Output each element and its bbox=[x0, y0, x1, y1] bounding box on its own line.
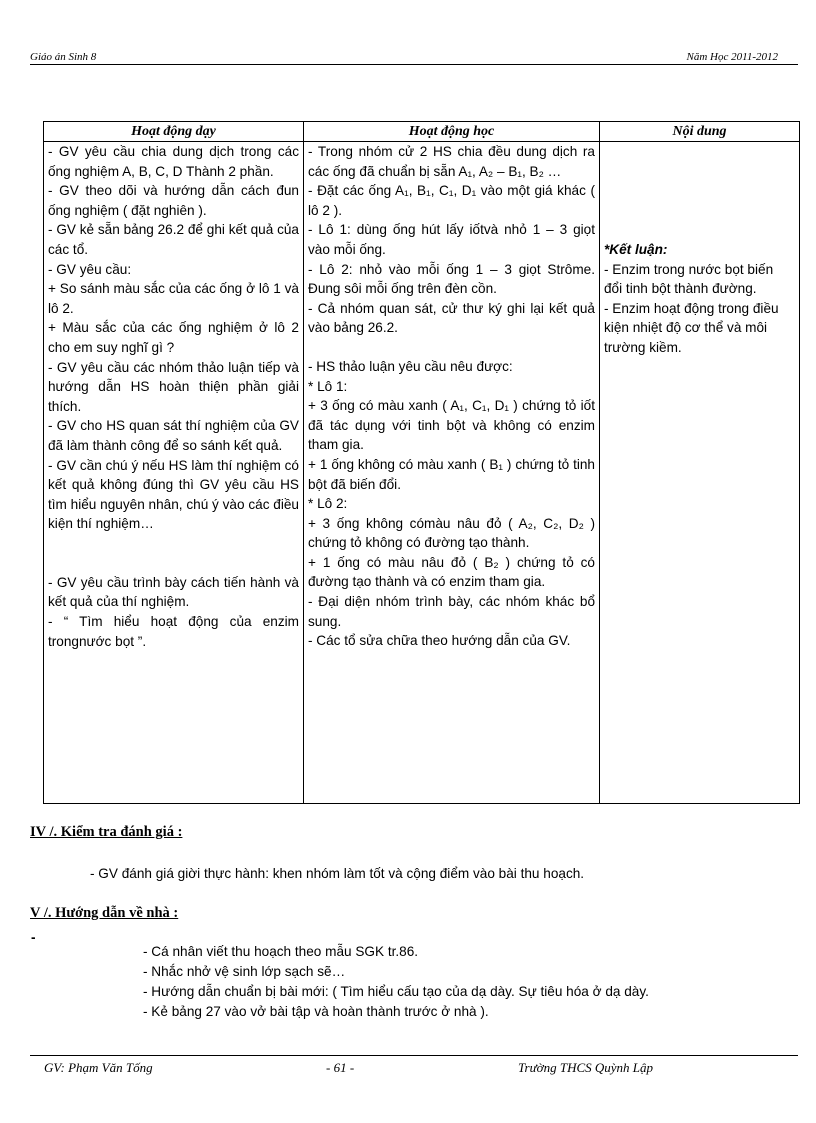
learning-item: * Lô 2: bbox=[308, 496, 348, 512]
dash-marker: - bbox=[31, 930, 36, 945]
teaching-item: - GV kẻ sẵn bảng 26.2 để ghi kết quả của các tổ. bbox=[48, 222, 299, 257]
learning-item: + 1 ống không có màu xanh ( B₁ ) chứng tỏ tinh bột đã biến đổi. bbox=[308, 456, 595, 492]
footer-page-number: - 61 - bbox=[326, 1060, 355, 1075]
spacer bbox=[48, 534, 299, 573]
teaching-item: - GV yêu cầu các nhóm thảo luận tiếp và hướng dẫn HS hoàn thiện phần giải thích. bbox=[48, 359, 299, 414]
teaching-item: - “ Tìm hiểu hoạt động của enzim trongnước bọt ”. bbox=[48, 614, 299, 649]
learning-item: - Các tổ sửa chữa theo hướng dẫn của GV. bbox=[308, 633, 571, 649]
footer-school: Trường THCS Quỳnh Lập bbox=[518, 1060, 654, 1075]
content-cell bbox=[600, 142, 800, 804]
learning-item: + 1 ống có màu nâu đỏ ( B₂ ) chứng tỏ có đường tạo thành và có enzim tham gia. bbox=[308, 554, 595, 590]
learning-item: * Lô 1: bbox=[308, 378, 348, 394]
teaching-activity-cell bbox=[44, 142, 304, 804]
conclusion-title: *Kết luận: bbox=[604, 242, 668, 257]
teaching-item: + Màu sắc của các ống nghiệm ở lô 2 cho em suy nghĩ gì ? bbox=[48, 320, 299, 355]
header-learning-activity: Hoạt động học bbox=[304, 122, 600, 142]
teaching-item: - GV theo dõi và hướng dẫn cách đun ống nghiệm ( đặt nghiên ). bbox=[48, 183, 299, 218]
header-teaching-activity: Hoạt động dạy bbox=[44, 122, 304, 142]
learning-item: - Lô 2: nhỏ vào mỗi ống 1 – 3 giọt Strôme. Đung sôi mỗi ống trên đèn cồn. bbox=[308, 261, 595, 297]
learning-item: - Cả nhóm quan sát, cử thư ký ghi lại kết quả vào bảng 26.2. bbox=[308, 300, 595, 336]
teaching-item: - GV yêu cầu: bbox=[48, 261, 132, 277]
footer-teacher: GV: Phạm Văn Tống bbox=[44, 1060, 153, 1075]
homework-item: - Cá nhân viết thu hoạch theo mẫu SGK tr.86. bbox=[143, 944, 419, 959]
homework-item: - Hướng dẫn chuẩn bị bài mới: ( Tìm hiểu cấu tạo của dạ dày. Sự tiêu hóa ở dạ dày. bbox=[143, 984, 649, 999]
learning-item: - HS thảo luận yêu cầu nêu được: bbox=[308, 358, 513, 374]
header-divider bbox=[30, 64, 798, 65]
learning-activity-cell bbox=[304, 142, 600, 804]
footer-divider bbox=[30, 1055, 798, 1056]
teaching-item: - GV cho HS quan sát thí nghiệm của GV đã làm thành công để so sánh kết quả. bbox=[48, 418, 299, 453]
learning-item: - Lô 1: dùng ống hút lấy iốtvà nhỏ 1 – 3 giọt vào mỗi ống. bbox=[308, 222, 595, 257]
learning-item: + 3 ống có màu xanh ( A₁, C₁, D₁ ) chứng tỏ iốt đã tác dụng với tinh bột và không có enzim tham gia. bbox=[308, 398, 595, 453]
header-content: Nội dung bbox=[600, 122, 800, 142]
teaching-item: + So sánh màu sắc của các ống ở lô 1 và lô 2. bbox=[48, 281, 299, 316]
conclusion-item: - Enzim hoạt động trong điều kiện nhiệt độ cơ thể và môi trường kiềm. bbox=[604, 300, 779, 355]
homework-item: - Kẻ bảng 27 vào vở bài tập và hoàn thành trước ở nhà ). bbox=[143, 1004, 489, 1019]
homework-item: - Nhắc nhở vệ sinh lớp sạch sẽ… bbox=[143, 964, 346, 979]
section-evaluation-title: IV /. Kiểm tra đánh giá : bbox=[30, 824, 183, 840]
teaching-item: - GV cần chú ý nếu HS làm thí nghiệm có kết quả không đúng thì GV yêu cầu HS tìm hiểu nguyên nhân, chú ý vào các điều kiện thí nghiệm… bbox=[48, 457, 299, 532]
spacer bbox=[308, 338, 595, 357]
spacer bbox=[604, 142, 795, 240]
teaching-item: - GV yêu cầu trình bày cách tiến hành và kết quả của thí nghiệm. bbox=[48, 574, 299, 610]
lesson-table bbox=[43, 121, 800, 804]
learning-item: - Đặt các ống A₁, B₁, C₁, D₁ vào một giá khác ( lô 2 ). bbox=[308, 183, 595, 218]
header-school-year: Năm Học 2011-2012 bbox=[686, 51, 778, 63]
header-subject: Giáo án Sinh 8 bbox=[30, 51, 97, 63]
teaching-item: - GV yêu cầu chia dung dịch trong các ống nghiệm A, B, C, D Thành 2 phần. bbox=[48, 144, 299, 179]
learning-item: - Trong nhóm cử 2 HS chia đều dung dịch ra các ống đã chuẩn bị sẵn A₁, A₂ – B₁, B₂ … bbox=[308, 144, 595, 179]
learning-item: + 3 ống không cómàu nâu đỏ ( A₂, C₂, D₂ ) chứng tỏ không có đường tạo thành. bbox=[308, 515, 595, 551]
evaluation-text: - GV đánh giá giời thực hành: khen nhóm làm tốt và cộng điểm vào bài thu hoạch. bbox=[90, 866, 585, 881]
conclusion-item: - Enzim trong nước bọt biến đổi tinh bột thành đường. bbox=[604, 261, 774, 297]
section-homework-title: V /. Hướng dẫn về nhà : bbox=[30, 905, 179, 921]
learning-item: - Đại diện nhóm trình bày, các nhóm khác bổ sung. bbox=[308, 594, 595, 629]
